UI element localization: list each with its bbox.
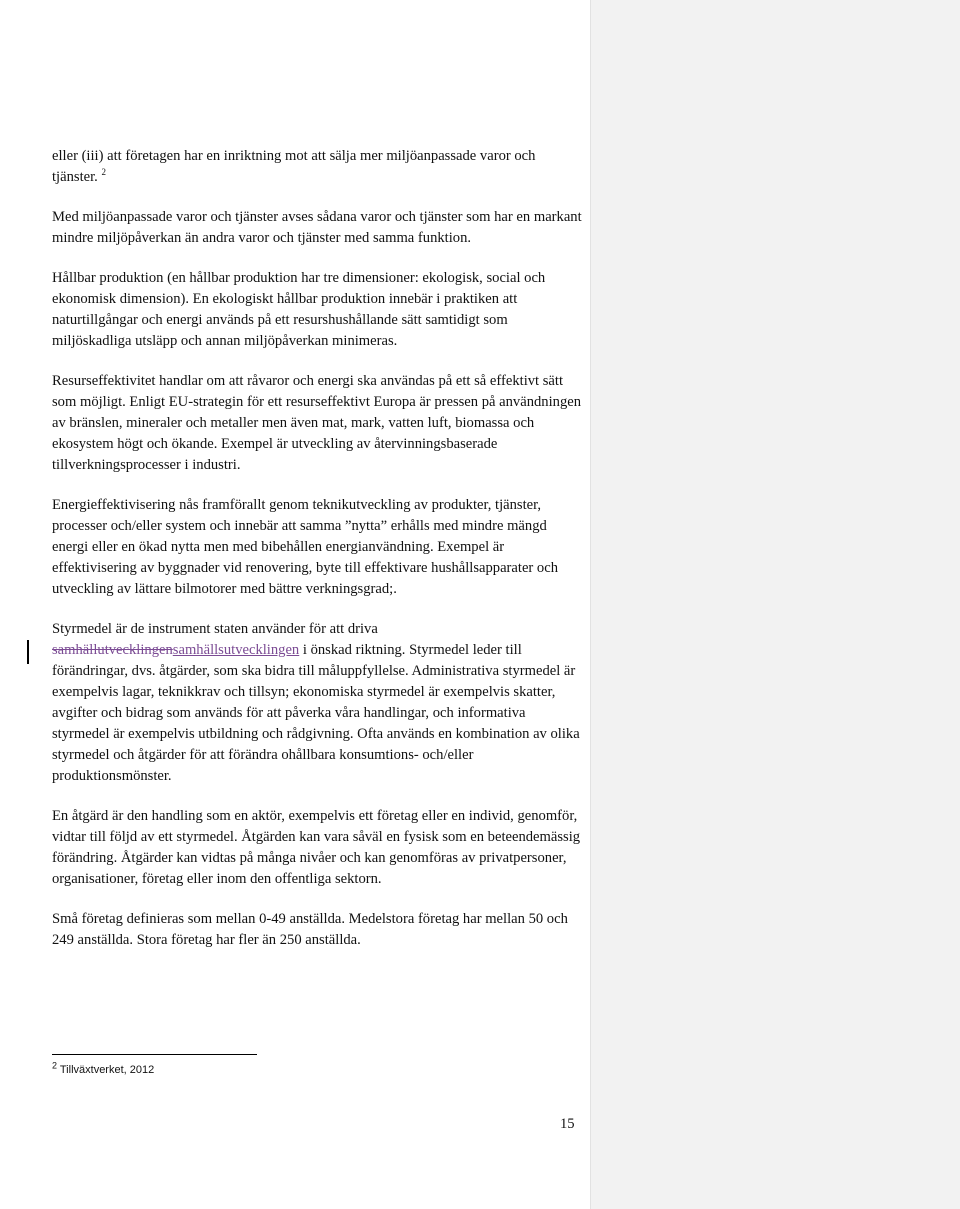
paragraph-6 (52, 619, 582, 787)
paragraph-4: Resurseffektivitet handlar om att råvaror och energi ska användas på ett så effektivt sätt som möjligt. Enligt EU-strategin för ett resurseffektivt Europa är pressen på användningen av bränslen, mineraler och metaller men även mat, mark, vatten luft, biomassa och ekosystem högt och ökande. Exempel är utveckling av återvinningsbaserade tillverkningsprocesser i industri. (52, 373, 582, 473)
comment-markup-pane (590, 0, 960, 1209)
change-bar (27, 640, 29, 664)
paragraph-2: Med miljöanpassade varor och tjänster avses sådana varor och tjänster som har en markant mindre miljöpåverkan än andra varor och tjänster med samma funktion. (52, 209, 582, 246)
footnote-number: 2 (52, 1060, 58, 1071)
paragraph-1-text: eller (iii) att företagen har en inriktning mot att sälja mer miljöanpassade varor och tjänster. (52, 148, 536, 185)
tracked-insertion[interactable]: samhällsutvecklingen (172, 642, 300, 658)
paragraph-5: Energieffektivisering nås framförallt genom teknikutveckling av produkter, tjänster, processer och/eller system och innebär att samma ”nytta” erhålls med mindre mängd energi eller en ökad nytta men med bibehållen energianvändning. Exempel är effektivisering av byggnader vid renovering, byte till effektivare hushållsapparater och utveckling av lättare bilmotorer med bättre verkningsgrad;. (52, 497, 559, 597)
tracked-deletion[interactable]: samhällutvecklingen (52, 642, 173, 658)
paragraph-3: Hållbar produktion (en hållbar produktion har tre dimensioner: ekologisk, social och ekonomisk dimension). En ekologiskt hållbar produktion innebär i praktiken att naturtillgångar och energi används på ett resurshushållande sätt samtidigt som miljöskadliga utsläpp och annan miljöpåverkan minimeras. (52, 270, 546, 349)
footnote (52, 1062, 154, 1078)
page-number: 15 (560, 1116, 575, 1132)
paragraph-1 (52, 146, 582, 188)
footnote-reference[interactable]: 2 (101, 167, 106, 178)
paragraph-6-end: i önskad riktning. Styrmedel leder till förändringar, dvs. åtgärder, som ska bidra till måluppfyllelse. Administrativa styrmedel är exempelvis lagar, teknikkrav och tillsyn; ekonomiska styrmedel är exempelvis skatter, avgifter och bidrag som används för att påverka våra handlingar, och informativa styrmedel är exempelvis utbildning och rådgivning. Ofta används en kombination av olika styrmedel och åtgärder för att förändra ohållbara konsumtions- och/eller produktionsmönster. (52, 642, 580, 784)
footnote-text: Tillväxtverket, 2012 (59, 1064, 155, 1076)
footnote-separator (52, 1054, 257, 1055)
paragraph-7: En åtgärd är den handling som en aktör, exempelvis ett företag eller en individ, genomför, vidtar till följd av ett styrmedel. Åtgärden kan vara såväl en fysisk som en beteendemässig förändring. Åtgärder kan vidtas på många nivåer och kan genomföras av privatpersoner, organisationer, företag eller inom den offentliga sektorn. (52, 808, 581, 887)
body-text (52, 146, 582, 970)
paragraph-8: Små företag definieras som mellan 0-49 anställda. Medelstora företag har mellan 50 och 249 anställda. Stora företag har fler än 250 anställda. (52, 911, 568, 948)
paragraph-6-start: Styrmedel är de instrument staten använder för att driva (52, 621, 378, 637)
